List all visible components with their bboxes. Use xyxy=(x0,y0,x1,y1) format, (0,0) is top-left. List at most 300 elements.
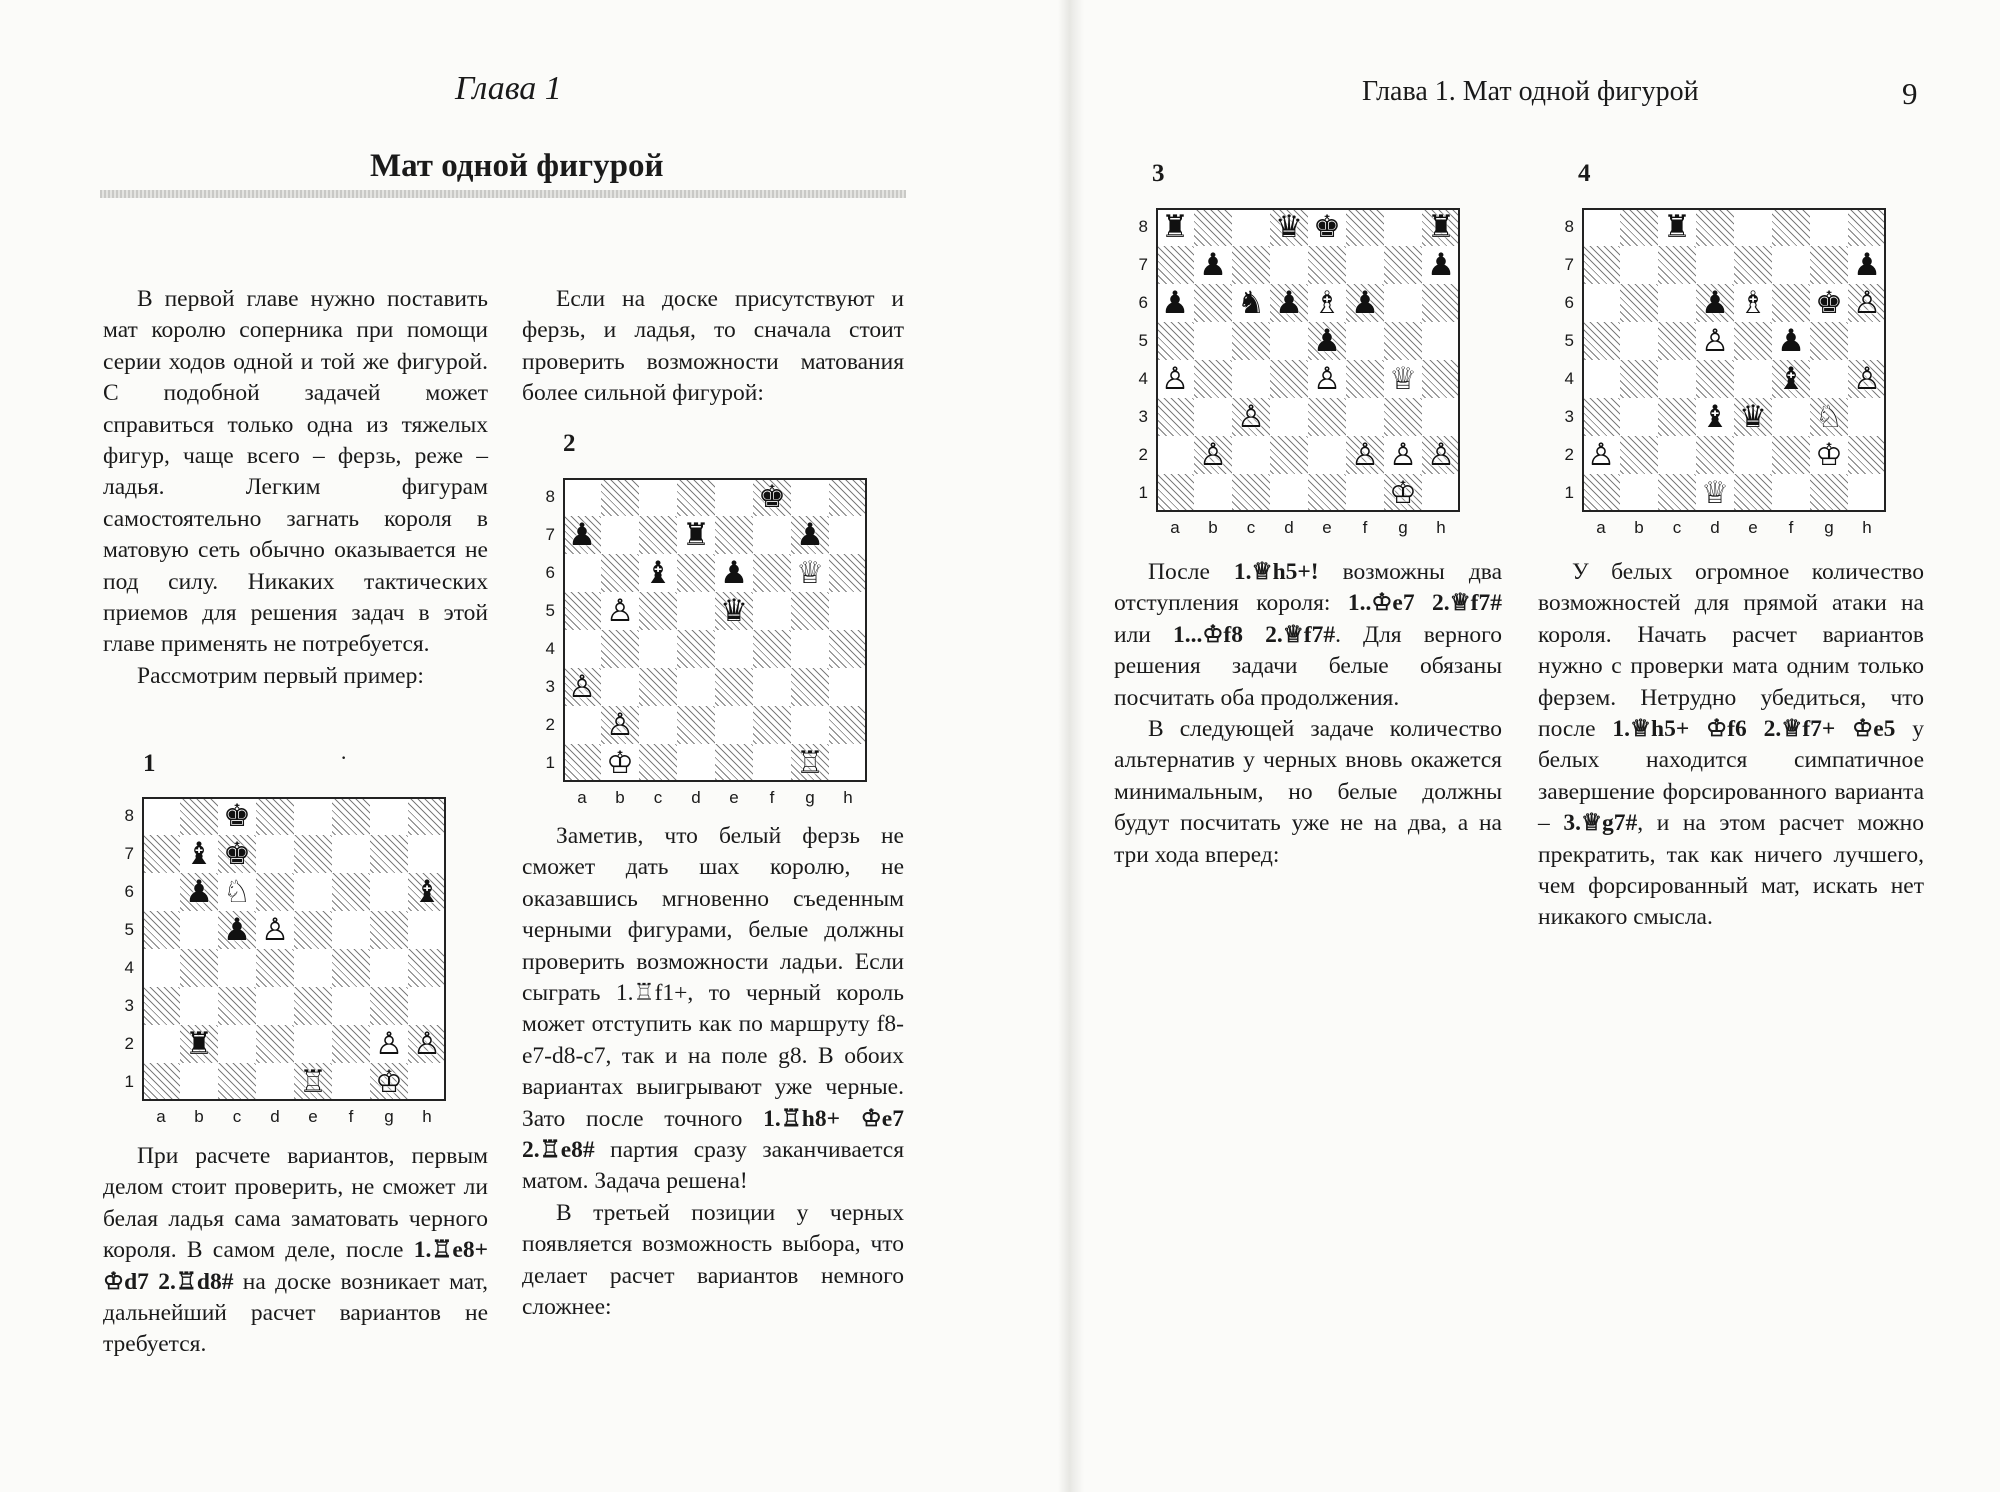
board-square xyxy=(1582,474,1620,512)
file-label: g xyxy=(805,788,815,807)
chess-piece xyxy=(715,592,753,630)
board-square xyxy=(142,1063,180,1101)
board-square xyxy=(639,744,677,782)
board-square xyxy=(294,835,332,873)
board-square xyxy=(601,554,639,592)
chess-piece xyxy=(601,744,639,782)
text-column-3 xyxy=(1114,557,1502,871)
file-label: e xyxy=(729,788,739,807)
board-square xyxy=(294,987,332,1025)
chess-piece xyxy=(1308,208,1346,246)
chess-piece-glyph: ♙ xyxy=(1701,322,1729,359)
chess-piece xyxy=(408,873,446,911)
board-square xyxy=(677,630,715,668)
board-square xyxy=(180,987,218,1025)
board-square xyxy=(408,949,446,987)
board-square xyxy=(1308,246,1346,284)
board-square xyxy=(639,516,677,554)
board-square xyxy=(1270,322,1308,360)
rank-label: 2 xyxy=(545,715,555,734)
rank-label: 5 xyxy=(124,920,134,939)
board-square xyxy=(791,706,829,744)
board-square xyxy=(142,797,180,835)
chess-piece xyxy=(1270,284,1308,322)
board-square xyxy=(218,1063,256,1101)
move-notation: 1.♖h8+ ♔e7 2.♖e8# xyxy=(522,1105,904,1164)
board-square xyxy=(1696,208,1734,246)
board-square xyxy=(563,706,601,744)
chess-piece-glyph: ♘ xyxy=(223,873,251,910)
board-square xyxy=(1582,398,1620,436)
chess-piece-glyph: ♙ xyxy=(413,1025,441,1062)
board-square xyxy=(1620,398,1658,436)
board-square xyxy=(677,668,715,706)
board-square xyxy=(1620,474,1658,512)
chess-piece-glyph: ♚ xyxy=(758,478,786,515)
board-square xyxy=(753,516,791,554)
file-label: d xyxy=(1710,518,1720,537)
chess-piece xyxy=(1810,398,1848,436)
board-square xyxy=(829,744,867,782)
board-square xyxy=(1194,474,1232,512)
board-square xyxy=(332,835,370,873)
rank-label: 2 xyxy=(1564,445,1574,464)
chess-piece-glyph: ♖ xyxy=(299,1063,327,1100)
board-square xyxy=(142,1025,180,1063)
board-square xyxy=(1848,322,1886,360)
file-label: a xyxy=(156,1107,166,1126)
board-square xyxy=(1270,474,1308,512)
rank-label: 4 xyxy=(545,639,555,658)
chess-piece-glyph: ♟ xyxy=(568,516,596,553)
chess-piece xyxy=(1848,246,1886,284)
chess-piece xyxy=(1156,208,1194,246)
board-square xyxy=(1658,360,1696,398)
board-square xyxy=(256,1063,294,1101)
board-square xyxy=(1658,246,1696,284)
board-square xyxy=(180,1063,218,1101)
file-label: g xyxy=(1824,518,1834,537)
rank-label: 5 xyxy=(1138,331,1148,350)
board-square xyxy=(677,706,715,744)
chess-piece-glyph: ♟ xyxy=(185,873,213,910)
board-square xyxy=(639,706,677,744)
rank-label: 8 xyxy=(1564,217,1574,236)
file-label: f xyxy=(769,788,775,807)
board-square xyxy=(370,873,408,911)
board-square xyxy=(142,835,180,873)
chess-piece xyxy=(1696,322,1734,360)
board-square xyxy=(753,554,791,592)
board-square xyxy=(1308,474,1346,512)
chess-piece-glyph: ♛ xyxy=(1275,208,1303,245)
board-square xyxy=(1270,360,1308,398)
chess-piece xyxy=(218,873,256,911)
board-square xyxy=(1772,398,1810,436)
board-square xyxy=(1696,360,1734,398)
chess-piece-glyph: ♘ xyxy=(1815,398,1843,435)
board-square xyxy=(332,797,370,835)
file-label: e xyxy=(308,1107,318,1126)
chess-piece-glyph: ♖ xyxy=(796,744,824,781)
board-square xyxy=(1194,284,1232,322)
board-square xyxy=(1422,284,1460,322)
text-column-2-top xyxy=(522,284,904,410)
file-label: c xyxy=(1246,518,1256,537)
chess-piece xyxy=(1772,360,1810,398)
chess-piece xyxy=(1232,284,1270,322)
chess-piece-glyph: ♕ xyxy=(796,554,824,591)
move-notation: 1.♕h5+ ♔f6 2.♕f7+ ♔e5 xyxy=(1612,716,1896,743)
board-square xyxy=(256,873,294,911)
board-square xyxy=(1734,208,1772,246)
chess-piece xyxy=(1156,360,1194,398)
chess-piece-glyph: ♛ xyxy=(1739,398,1767,435)
chess-piece-glyph: ♛ xyxy=(720,592,748,629)
board-square xyxy=(1810,246,1848,284)
rank-label: 5 xyxy=(545,601,555,620)
chess-piece-glyph: ♟ xyxy=(1853,246,1881,283)
board-square xyxy=(639,630,677,668)
paragraph: После 1.♕h5+! возможны два отступления короля: 1..♔e7 2.♕f7# или 1...♔f8 2.♕f7#. Для верного решения задачи белые обязаны посчитать оба продолжения. xyxy=(1114,559,1502,711)
chess-piece-glyph: ♝ xyxy=(413,873,441,910)
chess-piece xyxy=(1194,436,1232,474)
file-label: h xyxy=(1436,518,1446,537)
board-square xyxy=(332,1063,370,1101)
file-label: c xyxy=(653,788,663,807)
board-square xyxy=(294,1025,332,1063)
chess-piece-glyph: ♙ xyxy=(606,592,634,629)
board-square xyxy=(370,797,408,835)
file-label: c xyxy=(232,1107,242,1126)
rank-label: 7 xyxy=(1564,255,1574,274)
chess-piece-glyph: ♙ xyxy=(1237,398,1265,435)
board-square xyxy=(753,630,791,668)
file-label: h xyxy=(422,1107,432,1126)
chess-piece-glyph: ♗ xyxy=(1739,284,1767,321)
chess-piece xyxy=(370,1063,408,1101)
board-square xyxy=(256,835,294,873)
board-square xyxy=(408,987,446,1025)
board-square xyxy=(1696,246,1734,284)
diagram-number: 3 xyxy=(1152,160,1165,187)
rank-label: 6 xyxy=(124,882,134,901)
board-square xyxy=(1346,360,1384,398)
running-head-left: Глава 1 xyxy=(455,70,562,107)
board-square xyxy=(1232,474,1270,512)
chess-piece xyxy=(563,516,601,554)
board-square xyxy=(1696,436,1734,474)
rank-label: 8 xyxy=(545,487,555,506)
board-square xyxy=(142,873,180,911)
chess-piece xyxy=(1696,474,1734,512)
rank-label: 6 xyxy=(1138,293,1148,312)
board-square xyxy=(677,554,715,592)
rank-label: 6 xyxy=(1564,293,1574,312)
chess-piece xyxy=(1848,284,1886,322)
board-square xyxy=(753,668,791,706)
chess-piece-glyph: ♙ xyxy=(1587,436,1615,473)
file-label: a xyxy=(1596,518,1606,537)
move-notation: 1.♕h5+! xyxy=(1233,559,1319,585)
board-square xyxy=(1734,360,1772,398)
chess-piece-glyph: ♝ xyxy=(1701,398,1729,435)
file-label: c xyxy=(1672,518,1682,537)
chess-piece xyxy=(370,1025,408,1063)
board-square xyxy=(639,592,677,630)
chess-piece xyxy=(1232,398,1270,436)
chess-piece-glyph: ♟ xyxy=(1199,246,1227,283)
text-column-1-bottom xyxy=(103,1141,488,1361)
board-square xyxy=(601,668,639,706)
chess-piece xyxy=(1384,360,1422,398)
chess-piece-glyph: ♔ xyxy=(375,1063,403,1100)
board-square xyxy=(1734,436,1772,474)
file-label: f xyxy=(1788,518,1794,537)
board-square xyxy=(1848,436,1886,474)
chess-piece xyxy=(180,835,218,873)
board-square xyxy=(829,630,867,668)
paragraph: При расчете вариантов, первым делом стоит проверить, не сможет ли белая ладья сама заматовать черного короля. В самом деле, после 1.♖e8+ ♔d7 2.♖d8# на доске возникает мат, дальнейший расчет вариантов не требуется. xyxy=(103,1143,488,1358)
board-square xyxy=(1658,398,1696,436)
board-square xyxy=(639,478,677,516)
chess-piece-glyph: ♟ xyxy=(1313,322,1341,359)
board-square xyxy=(142,911,180,949)
chess-piece xyxy=(563,668,601,706)
file-label: d xyxy=(691,788,701,807)
rank-label: 3 xyxy=(1564,407,1574,426)
chess-piece-glyph: ♚ xyxy=(223,797,251,834)
chess-piece-glyph: ♜ xyxy=(1427,208,1455,245)
chess-piece xyxy=(1346,284,1384,322)
board-square xyxy=(1658,474,1696,512)
chess-piece-glyph: ♗ xyxy=(1313,284,1341,321)
board-square xyxy=(677,478,715,516)
chess-piece xyxy=(1308,322,1346,360)
board-square xyxy=(1194,208,1232,246)
board-square xyxy=(1772,246,1810,284)
paragraph: Если на доске присутствуют и ферзь, и ладья, то сначала стоит проверить возможности матования более сильной фигурой: xyxy=(522,286,904,407)
board-square xyxy=(1422,474,1460,512)
text-column-4 xyxy=(1538,557,1924,934)
board-square xyxy=(1156,322,1194,360)
file-label: h xyxy=(843,788,853,807)
chess-piece xyxy=(715,554,753,592)
chess-piece-glyph: ♟ xyxy=(1701,284,1729,321)
board-square xyxy=(829,516,867,554)
rank-label: 7 xyxy=(1138,255,1148,274)
chess-piece xyxy=(1194,246,1232,284)
board-square xyxy=(1232,246,1270,284)
chess-piece xyxy=(1422,208,1460,246)
board-square xyxy=(1308,398,1346,436)
chess-piece-glyph: ♝ xyxy=(1777,360,1805,397)
board-square xyxy=(1308,436,1346,474)
file-label: b xyxy=(194,1107,204,1126)
chess-piece xyxy=(1848,360,1886,398)
running-head-right: Глава 1. Мат одной фигурой xyxy=(1362,76,1699,107)
chess-piece-glyph: ♟ xyxy=(223,911,251,948)
paragraph: В третьей позиции у черных появляется возможность выбора, что делает расчет вариантов немного сложнее: xyxy=(522,1199,904,1321)
board-square xyxy=(829,478,867,516)
board-square xyxy=(563,630,601,668)
board-square xyxy=(142,949,180,987)
rank-label: 4 xyxy=(124,958,134,977)
chess-piece xyxy=(753,478,791,516)
paragraph: У белых огромное количество возможностей для прямой атаки на короля. Начать расчет вариантов нужно с проверки мата одним только ферзем. Нетрудно убедиться, что после 1.♕h5+ ♔f6 2.♕f7+ ♔e5 у белых находится симпатичное завершение форсированного варианта – 3.♕g7#, и на этом расчет можно прекратить, так как ничего лучшего, чем форсированный мат, искать нет никакого смысла. xyxy=(1538,559,1925,931)
chess-piece xyxy=(1810,436,1848,474)
move-notation: 1.♖e8+ ♔d7 2.♖d8# xyxy=(103,1237,488,1295)
board-square xyxy=(294,797,332,835)
chess-piece xyxy=(1308,284,1346,322)
chess-piece xyxy=(791,554,829,592)
paragraph: Рассмотрим первый пример: xyxy=(137,662,424,689)
chess-piece-glyph: ♙ xyxy=(606,706,634,743)
board-square xyxy=(1582,322,1620,360)
board-square xyxy=(1422,322,1460,360)
board-square xyxy=(1734,322,1772,360)
chess-piece-glyph: ♜ xyxy=(1663,208,1691,245)
chess-piece xyxy=(1696,284,1734,322)
rank-label: 8 xyxy=(124,806,134,825)
board-square xyxy=(715,478,753,516)
board-square xyxy=(180,949,218,987)
board-square xyxy=(829,668,867,706)
chess-piece-glyph: ♟ xyxy=(720,554,748,591)
chess-piece xyxy=(1734,284,1772,322)
text-column-1 xyxy=(103,284,488,692)
chess-piece-glyph: ♝ xyxy=(185,835,213,872)
board-square xyxy=(408,911,446,949)
chess-piece xyxy=(218,835,256,873)
board-square xyxy=(1620,322,1658,360)
chess-piece-glyph: ♜ xyxy=(682,516,710,553)
file-label: a xyxy=(577,788,587,807)
board-square xyxy=(1422,398,1460,436)
board-square xyxy=(1772,208,1810,246)
chess-piece xyxy=(639,554,677,592)
board-square xyxy=(791,630,829,668)
chess-piece-glyph: ♟ xyxy=(1777,322,1805,359)
board-square xyxy=(1582,284,1620,322)
chess-piece-glyph: ♙ xyxy=(1853,360,1881,397)
file-label: d xyxy=(270,1107,280,1126)
chess-piece-glyph: ♔ xyxy=(1815,436,1843,473)
chess-piece-glyph: ♟ xyxy=(1351,284,1379,321)
board-square xyxy=(639,668,677,706)
board-square xyxy=(1848,208,1886,246)
board-square xyxy=(218,949,256,987)
board-square xyxy=(370,911,408,949)
board-square xyxy=(715,668,753,706)
chess-piece xyxy=(1346,436,1384,474)
board-square xyxy=(563,744,601,782)
board-square xyxy=(1620,360,1658,398)
file-label: g xyxy=(1398,518,1408,537)
chess-piece xyxy=(1384,436,1422,474)
chess-piece xyxy=(294,1063,332,1101)
board-square xyxy=(332,949,370,987)
rank-label: 1 xyxy=(124,1072,134,1091)
board-square xyxy=(715,706,753,744)
board-square xyxy=(1232,322,1270,360)
board-square xyxy=(1620,284,1658,322)
file-label: h xyxy=(1862,518,1872,537)
board-square xyxy=(408,1063,446,1101)
paragraph: В первой главе нужно поставить мат королю соперника при помощи серии ходов одной и той же фигурой. С подобной задачей может справиться только одна из тяжелых фигур, чаще всего – ферзь, реже – ладья. Легким фигурам самостоятельно загнать короля в матовую сеть обычно оказывается не под силу. Никаких тактических приемов для решения задач в этой главе применять не потребуется. xyxy=(103,286,488,658)
board-square xyxy=(1620,246,1658,284)
chess-piece-glyph: ♔ xyxy=(1389,474,1417,511)
board-square xyxy=(753,706,791,744)
rank-label: 1 xyxy=(1564,483,1574,502)
board-square xyxy=(677,744,715,782)
chess-piece xyxy=(1270,208,1308,246)
board-square xyxy=(1346,208,1384,246)
rank-label: 7 xyxy=(124,844,134,863)
rank-label: 3 xyxy=(124,996,134,1015)
chess-piece-glyph: ♞ xyxy=(1237,284,1265,321)
board-square xyxy=(294,911,332,949)
chess-piece-glyph: ♜ xyxy=(1161,208,1189,245)
board-square xyxy=(753,744,791,782)
rank-label: 5 xyxy=(1564,331,1574,350)
board-square xyxy=(563,478,601,516)
board-square xyxy=(256,1025,294,1063)
rank-label: 7 xyxy=(545,525,555,544)
chess-piece xyxy=(1308,360,1346,398)
board-square xyxy=(791,668,829,706)
board-square xyxy=(563,592,601,630)
chess-piece xyxy=(218,797,256,835)
diagram-number: 2 xyxy=(563,430,576,457)
board-square xyxy=(601,478,639,516)
chess-piece xyxy=(1422,246,1460,284)
board-square xyxy=(332,1025,370,1063)
board-square xyxy=(1346,398,1384,436)
chess-piece-glyph: ♙ xyxy=(1161,360,1189,397)
board-square xyxy=(829,554,867,592)
rank-label: 4 xyxy=(1564,369,1574,388)
title-rule xyxy=(100,190,906,198)
board-square xyxy=(1658,284,1696,322)
board-square xyxy=(1772,436,1810,474)
paragraph: В следующей задаче количество альтернатив у черных вновь окажется минимальным, но белые должны будут посчитать уже не на два, а на три хода вперед: xyxy=(1114,716,1502,868)
chess-piece-glyph: ♙ xyxy=(1199,436,1227,473)
board-square xyxy=(1384,246,1422,284)
chess-piece-glyph: ♟ xyxy=(796,516,824,553)
chess-piece xyxy=(1772,322,1810,360)
board-square xyxy=(332,987,370,1025)
rank-label: 4 xyxy=(1138,369,1148,388)
chess-piece-glyph: ♚ xyxy=(1815,284,1843,321)
chess-piece xyxy=(1810,284,1848,322)
board-square xyxy=(791,478,829,516)
chess-piece-glyph: ♙ xyxy=(568,668,596,705)
move-notation: 1..♔e7 2.♕f7# xyxy=(1347,590,1502,617)
board-square xyxy=(1156,474,1194,512)
board-square xyxy=(601,630,639,668)
chess-piece xyxy=(256,911,294,949)
board-square xyxy=(218,987,256,1025)
board-square xyxy=(1232,436,1270,474)
chess-piece xyxy=(791,744,829,782)
chess-piece-glyph: ♟ xyxy=(1427,246,1455,283)
board-square xyxy=(1346,474,1384,512)
board-square xyxy=(142,987,180,1025)
board-square xyxy=(1658,322,1696,360)
chess-piece xyxy=(601,706,639,744)
board-square xyxy=(370,835,408,873)
